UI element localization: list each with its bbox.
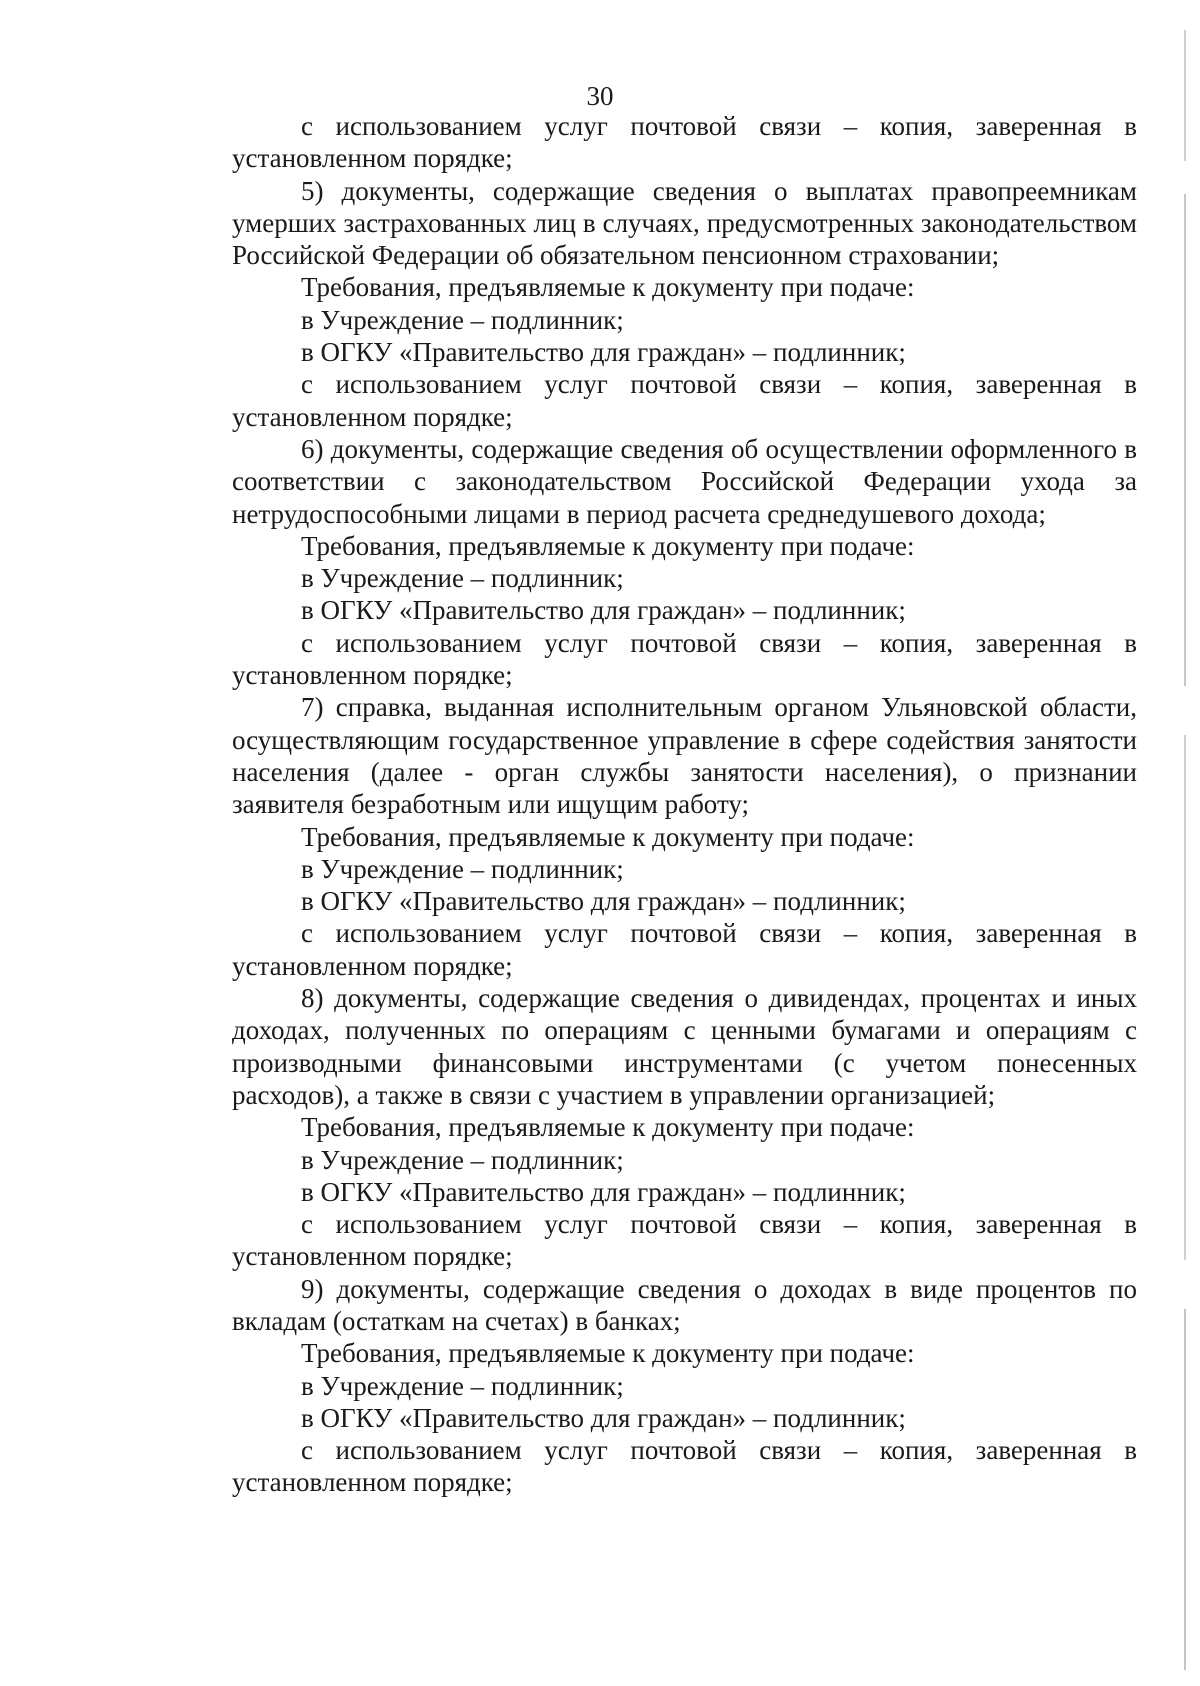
- paragraph: Требования, предъявляемые к документу при подаче:: [301, 1112, 915, 1143]
- paragraph: в Учреждение – подлинник;: [301, 1144, 624, 1175]
- paragraph: с использованием услуг почтовой связи – копия, заверенная в установленном порядке;: [232, 1435, 1137, 1498]
- paragraph: в ОГКУ «Правительство для граждан» – подлинник;: [301, 1176, 906, 1207]
- paragraph: с использованием услуг почтовой связи – копия, заверенная в установленном порядке;: [232, 111, 1137, 174]
- paragraph: в ОГКУ «Правительство для граждан» – подлинник;: [301, 337, 906, 368]
- paragraph: в ОГКУ «Правительство для граждан» – подлинник;: [301, 886, 906, 917]
- paragraph: в ОГКУ «Правительство для граждан» – подлинник;: [301, 1402, 906, 1433]
- scan-edge-line: [1184, 30, 1186, 1670]
- paragraph: в Учреждение – подлинник;: [301, 304, 624, 335]
- paragraph: с использованием услуг почтовой связи – копия, заверенная в установленном порядке;: [232, 1209, 1137, 1272]
- page-number: 30: [586, 81, 614, 111]
- paragraph: с использованием услуг почтовой связи – копия, заверенная в установленном порядке;: [232, 627, 1137, 691]
- paragraph: в ОГКУ «Правительство для граждан» – подлинник;: [301, 595, 906, 626]
- paragraph: Требования, предъявляемые к документу при подаче:: [301, 530, 915, 561]
- document-body: [232, 110, 1137, 1499]
- paragraph: Требования, предъявляемые к документу при подаче:: [301, 821, 915, 852]
- paragraph: 6) документы, содержащие сведения об осуществлении оформленного в соответствии с законодательством Российской Федерации ухода за нетрудоспособными лицами в период расчета среднедушевого дохода;: [232, 433, 1137, 529]
- paragraph: 9) документы, содержащие сведения о доходах в виде процентов по вкладам (остаткам на счетах) в банках;: [232, 1273, 1137, 1336]
- paragraph: в Учреждение – подлинник;: [301, 1370, 624, 1401]
- paragraph: с использованием услуг почтовой связи – копия, заверенная в установленном порядке;: [232, 918, 1137, 981]
- paragraph: Требования, предъявляемые к документу при подаче:: [301, 1338, 915, 1369]
- paragraph: в Учреждение – подлинник;: [301, 853, 624, 884]
- paragraph: 5) документы, содержащие сведения о выплатах правопреемникам умерших застрахованных лиц в случаях, предусмотренных законодательством Российской Федерации об обязательном пенсионном страховании;: [232, 175, 1137, 271]
- paragraph: в Учреждение – подлинник;: [301, 563, 624, 594]
- paragraph: 7) справка, выданная исполнительным органом Ульяновской области, осуществляющим государственное управление в сфере содействия занятости населения (далее - орган службы занятости населения), о признании заявителя безработным или ищущим работу;: [232, 692, 1137, 820]
- paragraph: Требования, предъявляемые к документу при подаче:: [301, 272, 915, 303]
- paragraph: 8) документы, содержащие сведения о дивидендах, процентах и иных доходах, полученных по операциям с ценными бумагами и операциям с производными финансовыми инструментами (с учетом понесенных расходов), а также в связи с участием в управлении организацией;: [232, 983, 1137, 1110]
- paragraph: с использованием услуг почтовой связи – копия, заверенная в установленном порядке;: [232, 369, 1137, 432]
